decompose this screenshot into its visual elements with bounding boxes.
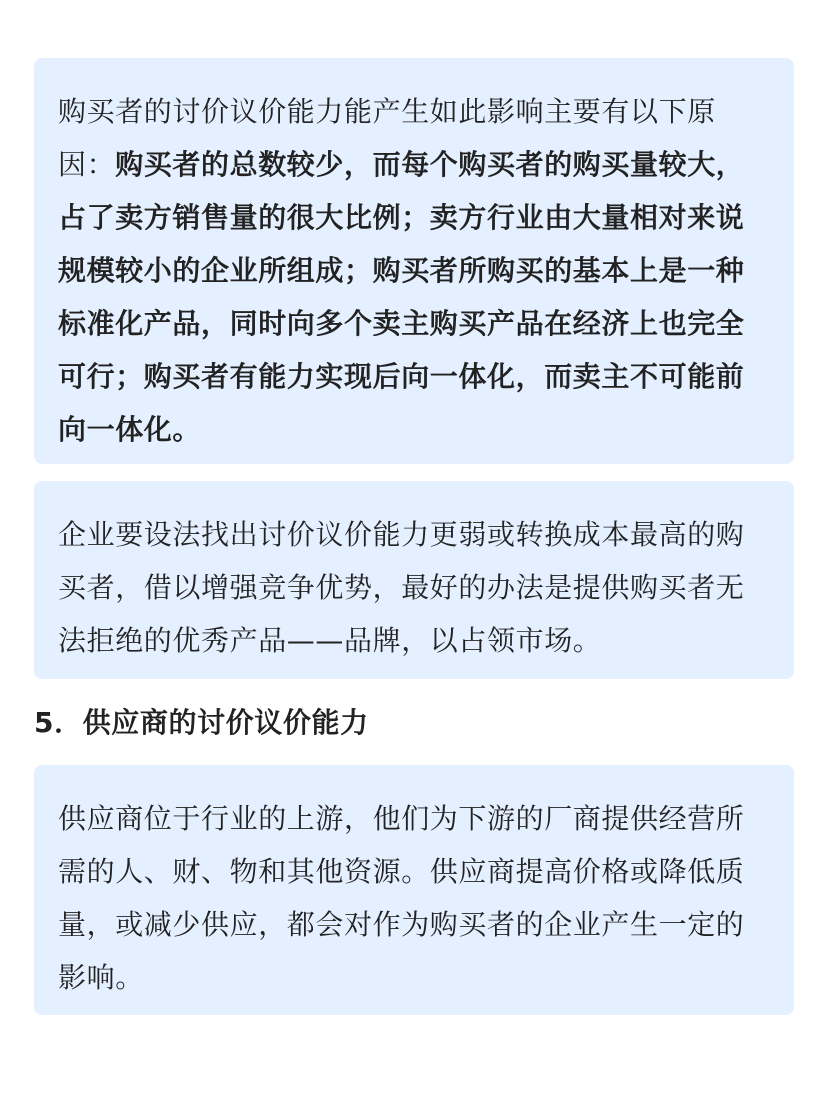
buyer-bargaining-reasons: 购买者的总数较少，而每个购买者的购买量较大，占了卖方销售量的很大比例；卖方行业由大量相对来说规模较小的企业所组成；购买者所购买的基本上是一种标准化产品，同时向多个卖主购买产品在经济上也完全可行；购买者有能力实现后向一体化，而卖主不可能前向一体化。	[58, 148, 745, 446]
buyer-bargaining-card	[34, 58, 794, 464]
supplier-bargaining-card	[34, 765, 794, 1015]
buyer-bargaining-intro: 购买者的讨价议价能力能产生如此影响主要有以下原因：	[58, 95, 716, 181]
section-heading-supplier-bargaining: 5．供应商的讨价议价能力	[34, 706, 369, 739]
buyer-strategy-card	[34, 481, 794, 679]
supplier-bargaining-paragraph: 供应商位于行业的上游，他们为下游的厂商提供经营所需的人、财、物和其他资源。供应商提高价格或降低质量，或减少供应，都会对作为购买者的企业产生一定的影响。	[58, 802, 745, 994]
buyer-bargaining-paragraph	[58, 85, 770, 456]
buyer-strategy-paragraph: 企业要设法找出讨价议价能力更弱或转换成本最高的购买者，借以增强竞争优势，最好的办法是提供购买者无法拒绝的优秀产品——品牌，以占领市场。	[58, 518, 745, 657]
